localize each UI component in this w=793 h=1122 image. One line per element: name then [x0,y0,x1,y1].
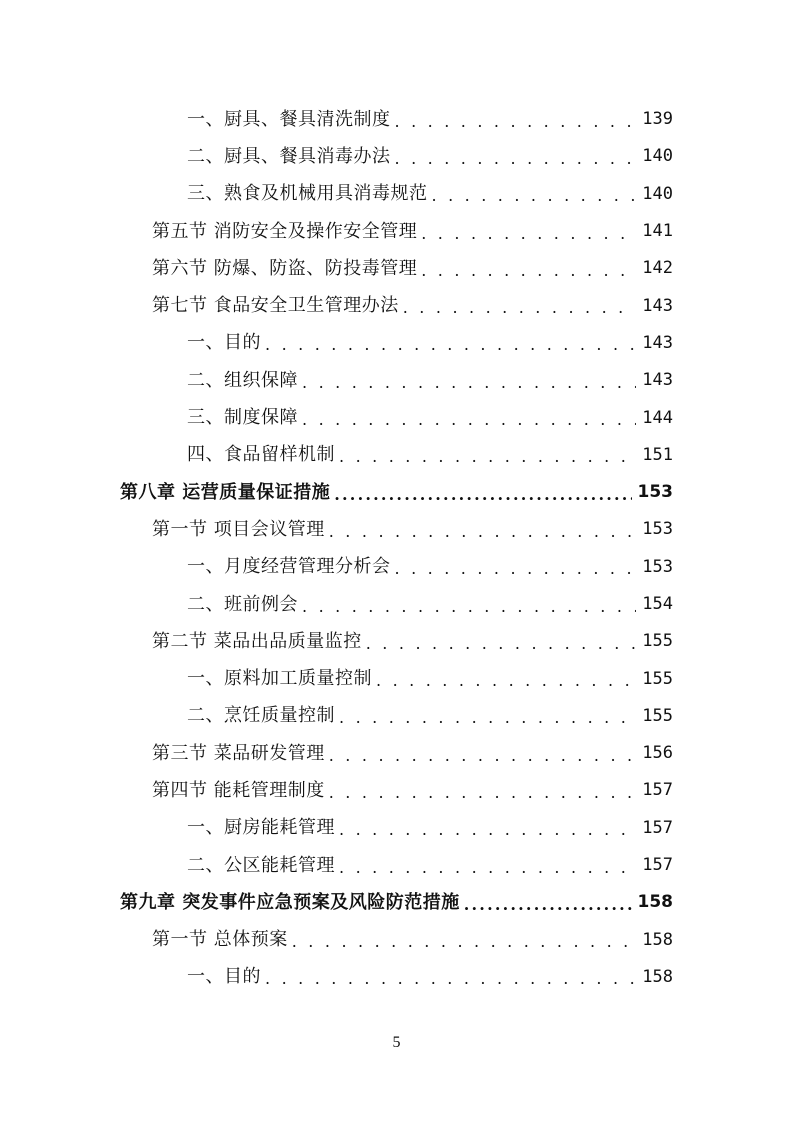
toc-entry-page: 143 [642,370,673,391]
toc-entry-page: 153 [642,519,673,540]
toc-entry[interactable] [0,176,793,213]
toc-dot-leader [395,114,637,130]
toc-entry[interactable] [0,884,793,921]
toc-entry-page: 155 [642,705,673,726]
toc-entry-page: 141 [642,221,673,242]
toc-entry-page: 155 [642,631,673,652]
toc-dot-leader [329,524,637,540]
toc-entry[interactable] [0,250,793,287]
toc-entry-title: 第二节 菜品出品质量监控 [152,630,362,652]
toc-dot-leader [329,748,637,764]
toc-entry-page: 157 [642,780,673,801]
toc-entry-title: 三、熟食及机械用具消毒规范 [187,183,428,205]
toc-entry-title: 一、目的 [187,966,261,988]
toc-entry[interactable] [0,772,793,809]
toc-entry-page: 157 [642,855,673,876]
toc-entry[interactable] [0,511,793,548]
toc-entry-page: 155 [642,668,673,689]
toc-entry-page: 151 [642,444,673,465]
toc-entry-page: 156 [642,743,673,764]
toc-entry-page: 143 [642,295,673,316]
toc-entry-page: 139 [642,109,673,130]
toc-entry-title: 第一节 项目会议管理 [152,518,325,540]
toc-entry-title: 第九章 突发事件应急预案及风险防范措施 [120,891,460,913]
page-number: 5 [392,1034,401,1051]
toc-dot-leader [376,673,636,689]
toc-entry[interactable] [0,213,793,250]
toc-entry-title: 第三节 菜品研发管理 [152,742,325,764]
toc-dot-leader [395,561,637,577]
toc-entry-title: 二、班前例会 [187,593,298,615]
toc-entry-page: 153 [637,482,673,503]
toc-entry-title: 四、食品留样机制 [187,444,335,466]
toc-entry-title: 一、厨房能耗管理 [187,817,335,839]
toc-entry[interactable] [0,847,793,884]
toc-entry[interactable] [0,586,793,623]
toc-entry-title: 二、公区能耗管理 [187,854,335,876]
toc-dot-leader [334,487,631,503]
toc-entry-title: 一、厨具、餐具清洗制度 [187,108,391,130]
toc-entry[interactable] [0,660,793,697]
toc-entry-page: 142 [642,258,673,279]
toc-dot-leader [265,337,636,353]
toc-entry[interactable] [0,549,793,586]
toc-entry-page: 158 [642,929,673,950]
toc-dot-leader [302,412,636,428]
toc-entry-title: 二、组织保障 [187,369,298,391]
toc-dot-leader [302,599,636,615]
toc-entry[interactable] [0,362,793,399]
toc-entry-title: 第四节 能耗管理制度 [152,779,325,801]
toc-entry[interactable] [0,959,793,996]
toc-entry-page: 158 [642,966,673,987]
toc-dot-leader [265,971,636,987]
toc-entry[interactable] [0,325,793,362]
toc-dot-leader [292,934,637,950]
toc-dot-leader [339,710,636,726]
toc-entry-page: 154 [642,594,673,614]
toc-entry-title: 二、烹饪质量控制 [187,705,335,727]
toc-entry-page: 144 [642,407,673,428]
toc-entry[interactable] [0,399,793,436]
toc-entry-title: 第七节 食品安全卫生管理办法 [152,295,399,317]
toc-entry-page: 140 [642,146,673,167]
toc-entry[interactable] [0,138,793,175]
toc-dot-leader [421,263,636,279]
toc-dot-leader [421,226,636,242]
toc-dot-leader [403,300,637,316]
toc-entry-title: 一、月度经营管理分析会 [187,556,391,578]
toc-entry[interactable] [0,437,793,474]
toc-entry-page: 158 [637,892,673,913]
toc-entry[interactable] [0,810,793,847]
toc-dot-leader [366,636,637,652]
toc-entry-title: 二、厨具、餐具消毒办法 [187,145,391,167]
toc-dot-leader [329,785,637,801]
toc-entry[interactable] [0,623,793,660]
toc-entry[interactable] [0,287,793,324]
toc-entry-page: 157 [642,817,673,838]
toc-dot-leader [464,897,632,913]
toc-dot-leader [339,860,636,876]
toc-entry-title: 第六节 防爆、防盗、防投毒管理 [152,257,418,279]
toc-dot-leader [395,151,637,167]
toc-dot-leader [302,375,636,391]
toc-entry-page: 140 [642,183,673,204]
toc-dot-leader [432,188,637,204]
toc-entry-title: 一、目的 [187,332,261,354]
toc-entry[interactable] [0,101,793,138]
toc-dot-leader [339,449,636,465]
toc-entry-title: 第五节 消防安全及操作安全管理 [152,220,418,242]
toc-entry-page: 153 [642,556,673,577]
toc-entry[interactable] [0,474,793,511]
toc-entry-title: 一、原料加工质量控制 [187,668,372,690]
toc-dot-leader [339,822,636,838]
toc-entry-page: 143 [642,332,673,353]
table-of-contents [0,101,793,996]
toc-entry[interactable] [0,735,793,772]
toc-entry[interactable] [0,698,793,735]
toc-entry-title: 第一节 总体预案 [152,929,288,951]
toc-entry-title: 三、制度保障 [187,407,298,429]
toc-entry[interactable] [0,922,793,959]
toc-entry-title: 第八章 运营质量保证措施 [120,481,331,503]
